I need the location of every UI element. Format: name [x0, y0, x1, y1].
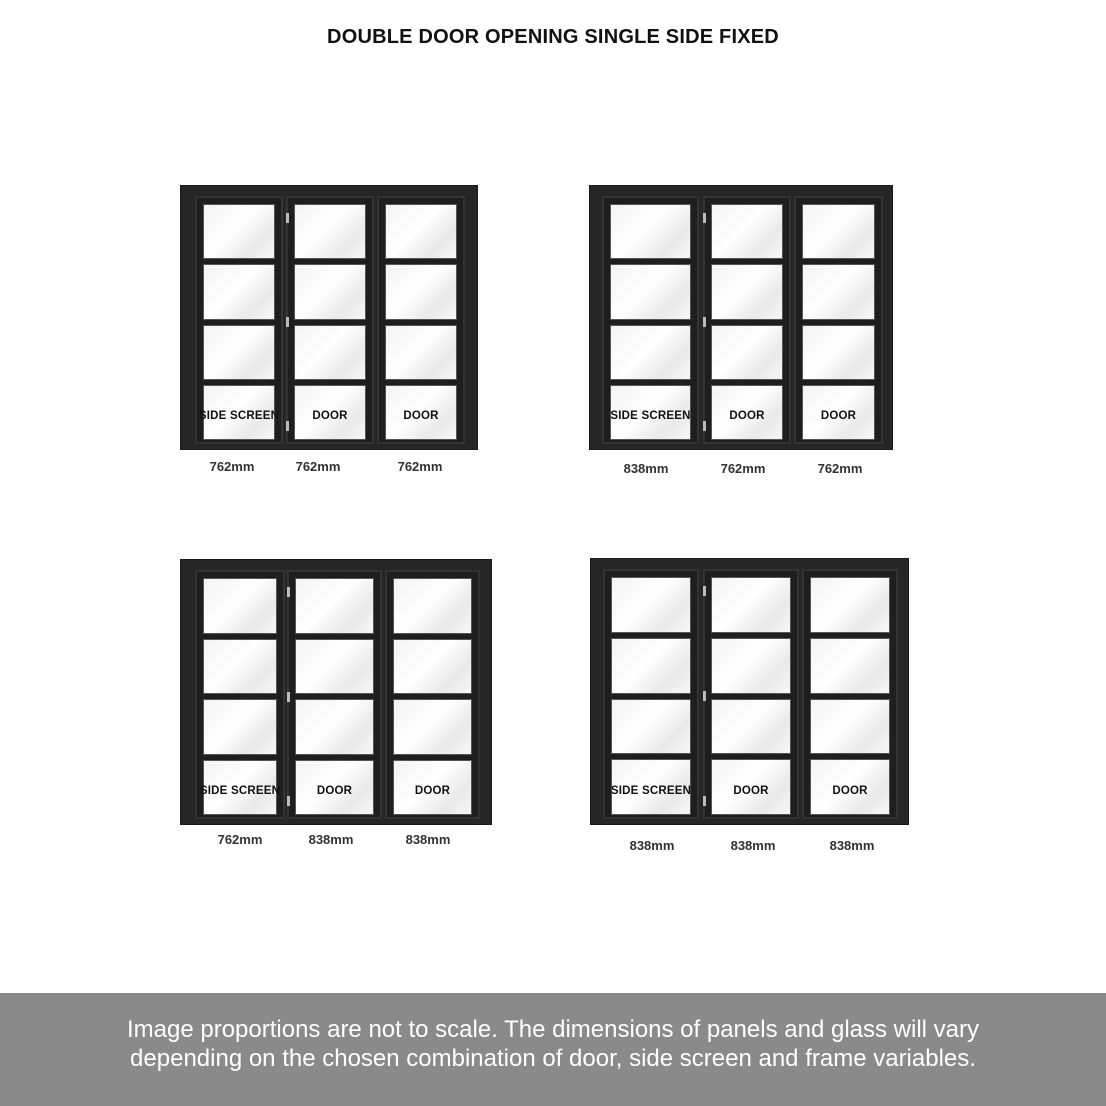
hinge-icon [703, 691, 706, 701]
glass-pane [385, 325, 457, 380]
glass-pane [203, 639, 277, 695]
door-panel [385, 570, 480, 819]
hinge-icon [703, 421, 706, 431]
panel-width-label: 762mm [295, 459, 341, 474]
door-panel [287, 570, 382, 819]
glass-pane [203, 325, 275, 380]
glass-pane [385, 264, 457, 319]
door-panel [802, 569, 898, 819]
panel-width-label: 838mm [730, 838, 776, 853]
panel-width-label: 838mm [629, 838, 675, 853]
glass-pane [385, 204, 457, 259]
glass-pane [802, 325, 875, 380]
panel-label: DOOR [733, 785, 769, 797]
side-screen-panel [602, 196, 699, 444]
hinge-icon [287, 692, 290, 702]
panel-label: SIDE SCREEN [199, 785, 281, 797]
panel-width-label: 762mm [817, 461, 863, 476]
glass-pane [393, 578, 472, 634]
glass-pane [810, 577, 890, 633]
panel-label: DOOR [312, 410, 348, 422]
hinge-icon [287, 796, 290, 806]
glass-pane [610, 325, 691, 380]
panel-label: SIDE SCREEN [610, 785, 692, 797]
glass-pane [393, 699, 472, 755]
glass-pane [295, 699, 374, 755]
panel-label: DOOR [729, 410, 765, 422]
panel-label: DOOR [832, 785, 868, 797]
glass-pane [802, 264, 875, 319]
hinge-icon [703, 796, 706, 806]
door-panel [377, 196, 465, 444]
door-panel [703, 196, 791, 444]
panel-label: DOOR [403, 410, 439, 422]
hinge-icon [286, 213, 289, 223]
glass-pane [711, 699, 791, 755]
disclaimer-text [0, 1015, 1106, 1073]
panel-label: DOOR [414, 785, 451, 797]
hinge-icon [286, 421, 289, 431]
glass-pane [610, 264, 691, 319]
glass-pane [711, 264, 783, 319]
side-screen-panel [195, 570, 285, 819]
disclaimer-line-2: depending on the chosen combination of door, side screen and frame variables. [130, 1045, 976, 1072]
panel-width-label: 762mm [397, 459, 443, 474]
glass-pane [294, 325, 366, 380]
page-title: DOUBLE DOOR OPENING SINGLE SIDE FIXED [327, 26, 779, 48]
glass-pane [203, 204, 275, 259]
door-panel [286, 196, 374, 444]
hinge-icon [703, 213, 706, 223]
glass-pane [294, 264, 366, 319]
door-panel [703, 569, 799, 819]
glass-pane [711, 577, 791, 633]
glass-pane [802, 204, 875, 259]
side-screen-panel [195, 196, 283, 444]
glass-pane [295, 578, 374, 634]
panel-width-label: 838mm [623, 461, 669, 476]
hinge-icon [703, 317, 706, 327]
glass-pane [711, 638, 791, 694]
glass-pane [711, 204, 783, 259]
glass-pane [393, 639, 472, 695]
hinge-icon [286, 317, 289, 327]
hinge-icon [703, 586, 706, 596]
glass-pane [203, 578, 277, 634]
glass-pane [295, 639, 374, 695]
glass-pane [810, 699, 890, 755]
panel-width-label: 762mm [217, 832, 263, 847]
panel-label: DOOR [820, 410, 857, 422]
panel-label: SIDE SCREEN [198, 410, 280, 422]
glass-pane [711, 325, 783, 380]
glass-pane [203, 264, 275, 319]
panel-width-label: 838mm [405, 832, 451, 847]
panel-label: SIDE SCREEN [610, 410, 691, 422]
glass-pane [611, 577, 691, 633]
side-screen-panel [603, 569, 699, 819]
panel-label: DOOR [316, 785, 353, 797]
disclaimer-banner [0, 993, 1106, 1106]
door-panel [794, 196, 883, 444]
glass-pane [203, 699, 277, 755]
panel-width-label: 838mm [308, 832, 354, 847]
hinge-icon [287, 587, 290, 597]
glass-pane [610, 204, 691, 259]
glass-pane [611, 699, 691, 755]
disclaimer-line-1: Image proportions are not to scale. The dimensions of panels and glass will vary [126, 1016, 979, 1043]
glass-pane [294, 204, 366, 259]
panel-width-label: 838mm [829, 838, 875, 853]
glass-pane [611, 638, 691, 694]
panel-width-label: 762mm [209, 459, 255, 474]
glass-pane [810, 638, 890, 694]
panel-width-label: 762mm [720, 461, 766, 476]
